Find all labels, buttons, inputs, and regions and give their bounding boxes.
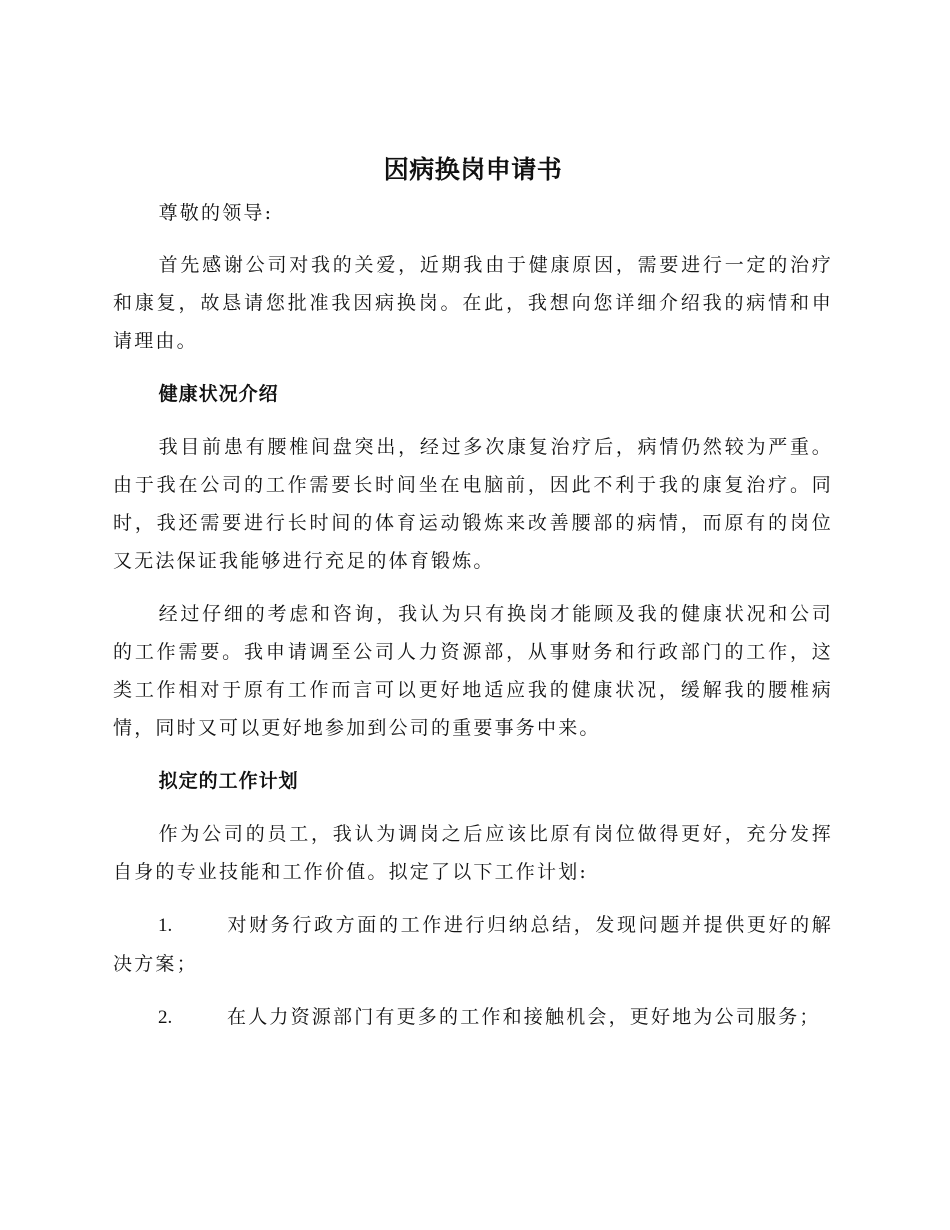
list-number: 2. (158, 1007, 173, 1028)
paragraph-intro: 首先感谢公司对我的关爱，近期我由于健康原因，需要进行一定的治疗和康复，故恳请您批准我因病换岗。在此，我想向您详细介绍我的病情和申请理由。 (113, 254, 833, 352)
document-title: 因病换岗申请书 (383, 155, 563, 184)
list-number: 1. (158, 915, 173, 936)
paragraph-health: 我目前患有腰椎间盘突出，经过多次康复治疗后，病情仍然较为严重。由于我在公司的工作需要长时间坐在电脑前，因此不利于我的康复治疗。同时，我还需要进行长时间的体育运动锻炼来改善腰部的病情，而原有的岗位又无法保证我能够进行充足的体育锻炼。 (113, 436, 833, 572)
list-text: 对财务行政方面的工作进行归纳总结，发现问题并提供更好的解决方案； (113, 914, 833, 975)
list-item (113, 998, 833, 1037)
list-item (113, 906, 833, 983)
document-page (113, 150, 833, 1052)
paragraph-reason: 经过仔细的考虑和咨询，我认为只有换岗才能顾及我的健康状况和公司的工作需要。我申请调至公司人力资源部，从事财务和行政部门的工作，这类工作相对于原有工作而言可以更好地适应我的健康状况，缓解我的腰椎病情，同时又可以更好地参加到公司的重要事务中来。 (113, 603, 833, 739)
paragraph-plan: 作为公司的员工，我认为调岗之后应该比原有岗位做得更好，充分发挥自身的专业技能和工作价值。拟定了以下工作计划: (113, 823, 833, 883)
list-text: 在人力资源部门有更多的工作和接触机会，更好地为公司服务； (227, 1006, 821, 1028)
section-heading-health: 健康状况介绍 (158, 383, 279, 405)
section-heading-plan: 拟定的工作计划 (158, 770, 299, 792)
salutation: 尊敬的领导: (158, 202, 274, 224)
